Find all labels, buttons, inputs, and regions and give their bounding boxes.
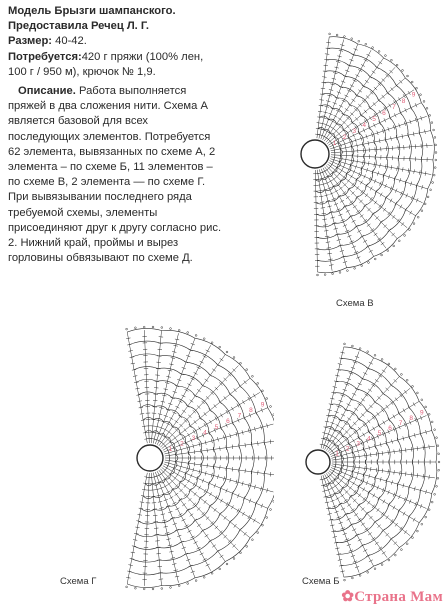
row-number-label: 6 <box>388 425 392 433</box>
watermark-text: Страна Мам <box>354 589 443 605</box>
description-label: Описание. <box>18 85 76 98</box>
row-number-label: 5 <box>214 423 219 431</box>
row-number-label: 9 <box>411 91 416 99</box>
row-number-label: 6 <box>382 109 386 117</box>
size-line <box>8 34 223 49</box>
row-number-label: 2 <box>180 440 184 448</box>
fan-b-lines <box>306 343 440 581</box>
row-number-label: 7 <box>237 412 242 420</box>
row-number-label: 5 <box>377 430 382 438</box>
row-number-label: 3 <box>352 128 357 135</box>
row-number-label: 4 <box>203 429 207 437</box>
pattern-author: Предоставила Речец Л. Г. <box>8 20 149 33</box>
row-number-label: 3 <box>191 434 196 442</box>
caption-b: Схема Б <box>302 576 340 587</box>
diagram-v <box>215 28 440 300</box>
description-paragraph <box>8 84 223 266</box>
size-value: 40-42. <box>52 35 87 48</box>
site-watermark <box>341 587 443 606</box>
size-label: Размер: <box>8 35 53 48</box>
row-number-label: 6 <box>226 418 230 426</box>
row-number-label: 5 <box>372 115 376 123</box>
pattern-text <box>8 4 223 266</box>
row-number-label: 4 <box>362 121 367 129</box>
caption-v: Схема В <box>336 298 374 309</box>
description-text: Работа выполняется пряжей в два сложения нити. Схема А является базовой для всех последующих элементов. Потребуется 62 элемента, вывязанных по схеме А, 2 элемента – по схеме Б, 11 элементов – по схеме В, 2 элемента — по схеме Г. При вывязывании последнего ряда требуемой схемы, элементы присоединяют друг к другу согласно рис. 2. Нижний край, проймы и вырез горловины обвязывают по схеме Д. <box>8 85 222 265</box>
row-number-label: 8 <box>409 414 414 422</box>
row-number-label: 2 <box>345 445 350 453</box>
materials-value: 420 г пряжи (100% лен, 100 г / 950 м), крючок № 1,9. <box>8 50 204 78</box>
caption-g: Схема Г <box>60 576 97 587</box>
row-number-label: 7 <box>392 103 396 111</box>
row-number-label: 1 <box>332 140 337 148</box>
row-number-label: 1 <box>335 450 339 458</box>
row-number-label: 4 <box>367 435 371 443</box>
row-number-label: 7 <box>398 420 403 427</box>
diagram-b <box>290 340 442 590</box>
row-number-label: 1 <box>168 446 173 453</box>
pattern-title: Модель Брызги шампанского. <box>8 5 176 17</box>
row-number-label: 9 <box>420 409 424 417</box>
row-number-label: 8 <box>249 407 253 415</box>
diagram-g <box>4 316 274 596</box>
row-number-label: 9 <box>260 401 265 409</box>
fan-g-lines <box>126 326 274 590</box>
materials-label: Потребуется: <box>8 50 82 63</box>
row-number-label: 8 <box>401 97 406 105</box>
materials-line <box>8 50 223 80</box>
flower-icon: ✿ <box>341 589 355 605</box>
fan-v-lines <box>301 33 437 276</box>
row-number-label: 3 <box>356 440 361 448</box>
row-number-label: 2 <box>342 134 347 141</box>
